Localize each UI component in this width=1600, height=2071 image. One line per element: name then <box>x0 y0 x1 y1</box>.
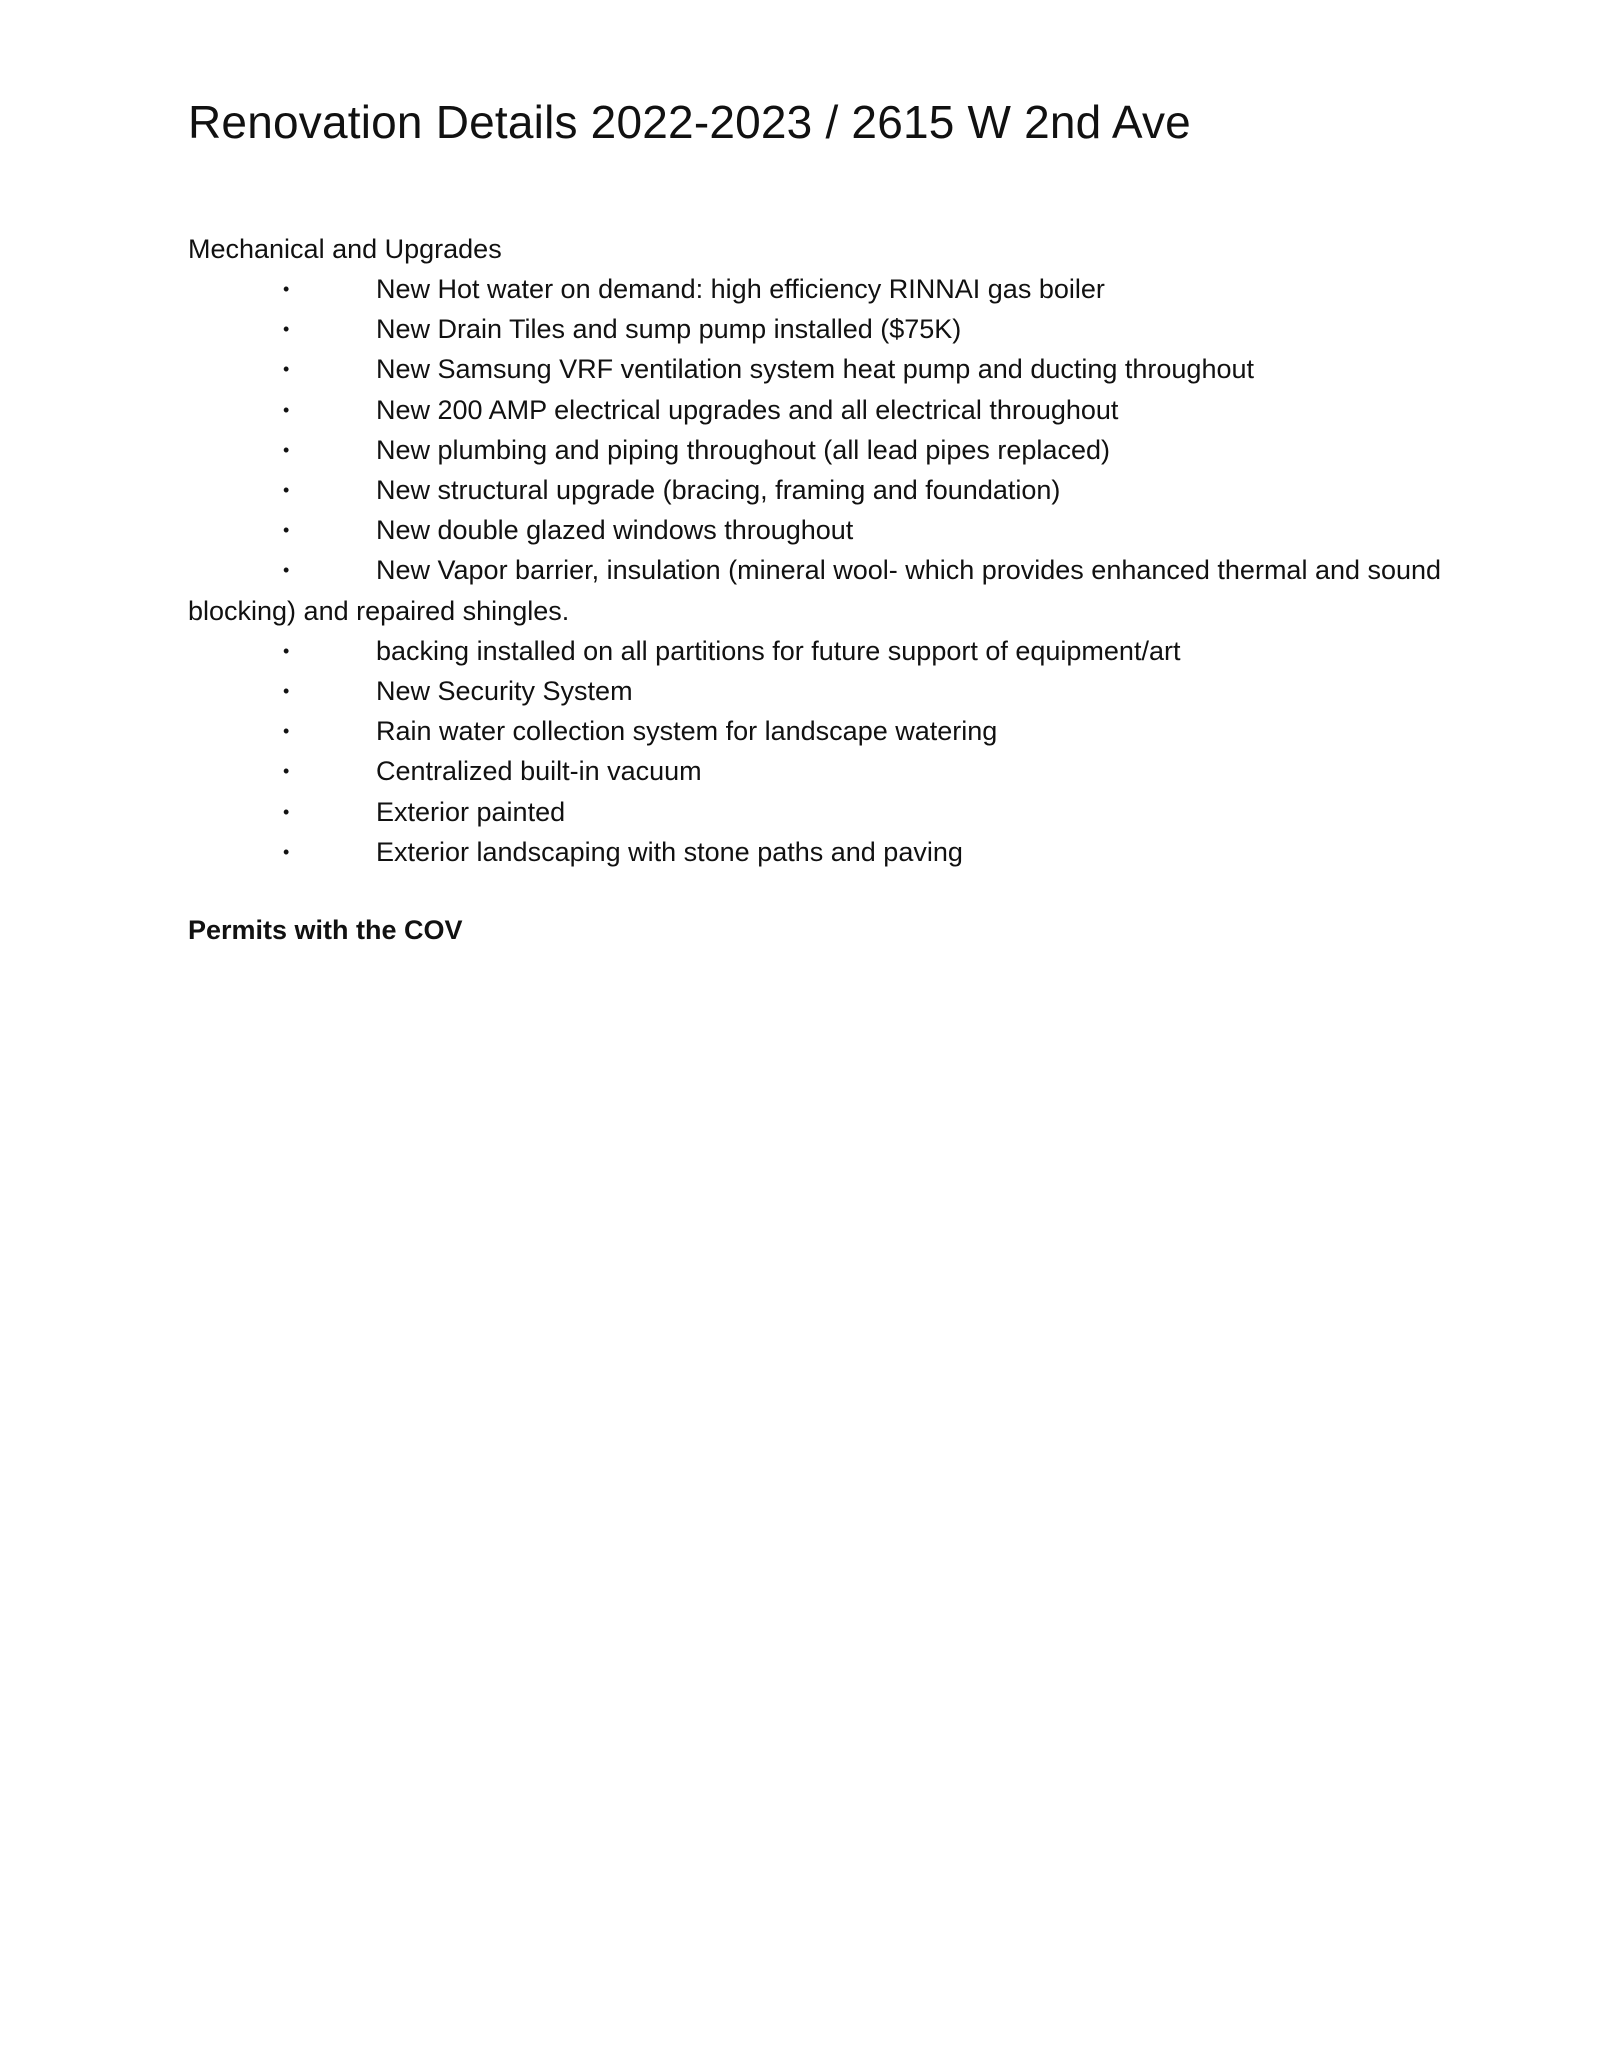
list-item <box>188 711 1448 751</box>
bullet-icon: • <box>283 761 290 782</box>
section-heading-permits: Permits with the COV <box>188 915 463 945</box>
bullet-icon: • <box>283 560 290 581</box>
list-item <box>188 832 1448 872</box>
list-item <box>188 390 1448 430</box>
list-item <box>188 349 1448 389</box>
list-item <box>188 510 1448 550</box>
bullet-icon: • <box>283 841 290 862</box>
bullet-icon: • <box>283 640 290 661</box>
list-item <box>188 430 1448 470</box>
list-item-text: New Hot water on demand: high efficiency RINNAI gas boiler <box>376 274 1105 304</box>
upgrades-list <box>188 269 1448 872</box>
list-item <box>188 269 1448 309</box>
bullet-icon: • <box>283 480 290 501</box>
list-item <box>188 631 1448 671</box>
list-item <box>188 751 1448 791</box>
bullet-icon: • <box>283 721 290 742</box>
list-item <box>188 550 1448 630</box>
list-item-text: Exterior landscaping with stone paths and paving <box>376 836 963 867</box>
list-item-text: New Security System <box>376 676 633 707</box>
bullet-icon: • <box>283 681 290 702</box>
list-item <box>188 792 1448 832</box>
list-item <box>188 470 1448 510</box>
list-item-text: Exterior painted <box>376 796 566 827</box>
bullet-icon: • <box>283 399 290 420</box>
bullet-icon: • <box>283 439 290 460</box>
bullet-icon: • <box>283 801 290 822</box>
list-item-text: New Samsung VRF ventilation system heat pump and ducting throughout <box>376 354 1254 385</box>
section-heading-mechanical: Mechanical and Upgrades <box>188 234 502 264</box>
bullet-icon: • <box>283 359 290 380</box>
bullet-icon: • <box>283 319 290 340</box>
list-item-text: New 200 AMP electrical upgrades and all electrical throughout <box>376 394 1119 425</box>
list-item-text: New Drain Tiles and sump pump installed ($75K) <box>376 314 962 345</box>
list-item-text: Centralized built-in vacuum <box>376 756 702 787</box>
bullet-icon: • <box>283 520 290 541</box>
list-item-text: New structural upgrade (bracing, framing and foundation) <box>376 475 1061 506</box>
list-item <box>188 309 1448 349</box>
document-title: Renovation Details 2022-2023 / 2615 W 2nd Ave <box>188 96 1191 148</box>
list-item-text: New Vapor barrier, insulation (mineral wool- which provides enhanced thermal and sound blocking) and repaired shingles. <box>188 555 1442 626</box>
list-item-text: Rain water collection system for landscape watering <box>376 716 998 747</box>
list-item <box>188 671 1448 711</box>
list-item-text: New plumbing and piping throughout (all lead pipes replaced) <box>376 434 1110 465</box>
bullet-icon: • <box>283 279 290 299</box>
list-item-text: backing installed on all partitions for future support of equipment/art <box>376 635 1181 666</box>
list-item-text: New double glazed windows throughout <box>376 515 854 546</box>
